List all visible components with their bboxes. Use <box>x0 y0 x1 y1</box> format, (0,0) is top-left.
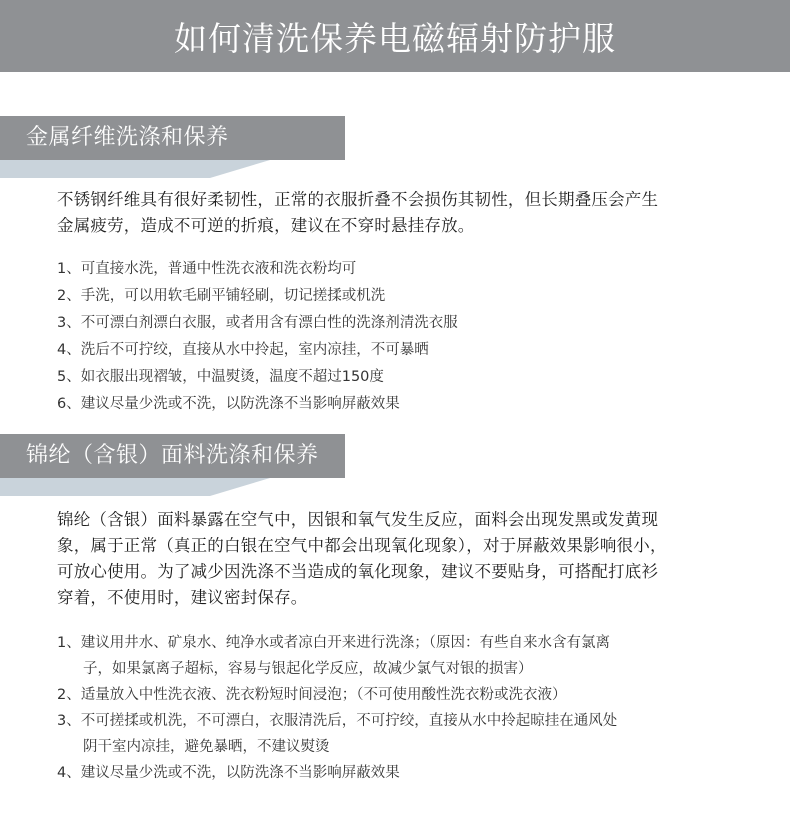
section-header-accent <box>0 478 270 496</box>
list-item: 4、建议尽量少洗或不洗，以防洗涤不当影响屏蔽效果 <box>57 765 400 781</box>
list-item-continuation: 子，如果氯离子超标，容易与银起化学反应，故减少氯气对银的损害） <box>83 661 533 677</box>
section-title: 锦纶（含银）面料洗涤和保养 <box>0 434 345 478</box>
paragraph-line: 可放心使用。为了减少因洗涤不当造成的氧化现象，建议不要贴身，可搭配打底衫 <box>57 562 659 581</box>
list-item: 3、不可漂白剂漂白衣服，或者用含有漂白性的洗涤剂清洗衣服 <box>57 315 458 331</box>
paragraph-line: 不锈钢纤维具有很好柔韧性，正常的衣服折叠不会损伤其韧性，但长期叠压会产生 <box>57 190 659 209</box>
list-item: 2、适量放入中性洗衣液、洗衣粉短时间浸泡；（不可使用酸性洗衣粉或洗衣液） <box>57 687 567 703</box>
list-item: 6、建议尽量少洗或不洗，以防洗涤不当影响屏蔽效果 <box>57 396 400 412</box>
paragraph-line: 锦纶（含银）面料暴露在空气中，因银和氧气发生反应，面料会出现发黑或发黄现 <box>57 510 659 529</box>
paragraph-line: 金属疲劳，造成不可逆的折痕，建议在不穿时悬挂存放。 <box>57 216 475 235</box>
section-title: 金属纤维洗涤和保养 <box>0 116 345 160</box>
paragraph-line: 穿着，不使用时，建议密封保存。 <box>57 588 308 607</box>
list-item: 5、如衣服出现褶皱，中温熨烫，温度不超过150度 <box>57 369 384 385</box>
section2-care-list <box>57 630 747 786</box>
list-item: 3、不可搓揉或机洗，不可漂白，衣服清洗后，不可拧绞，直接从水中拎起晾挂在通风处 <box>57 713 618 729</box>
section-header-accent <box>0 160 270 178</box>
section1-paragraph <box>57 187 747 239</box>
page-title-banner <box>0 0 790 72</box>
section-header-metal-fiber <box>0 116 345 178</box>
paragraph-line: 象，属于正常（真正的白银在空气中都会出现氧化现象），对于屏蔽效果影响很小， <box>57 536 667 555</box>
section-header-nylon-silver <box>0 434 345 496</box>
list-item: 1、可直接水洗，普通中性洗衣液和洗衣粉均可 <box>57 261 357 277</box>
list-item: 2、手洗，可以用软毛刷平铺轻刷，切记搓揉或机洗 <box>57 288 386 304</box>
page-title: 如何清洗保养电磁辐射防护服 <box>174 18 616 58</box>
section1-care-list <box>57 256 747 418</box>
list-item: 1、建议用井水、矿泉水、纯净水或者凉白开来进行洗涤；（原因：有些自来水含有氯离 <box>57 635 610 651</box>
list-item-continuation: 阴干室内凉挂，避免暴晒，不建议熨烫 <box>83 739 330 755</box>
section2-paragraph <box>57 507 747 611</box>
list-item: 4、洗后不可拧绞，直接从水中拎起，室内凉挂，不可暴晒 <box>57 342 429 358</box>
